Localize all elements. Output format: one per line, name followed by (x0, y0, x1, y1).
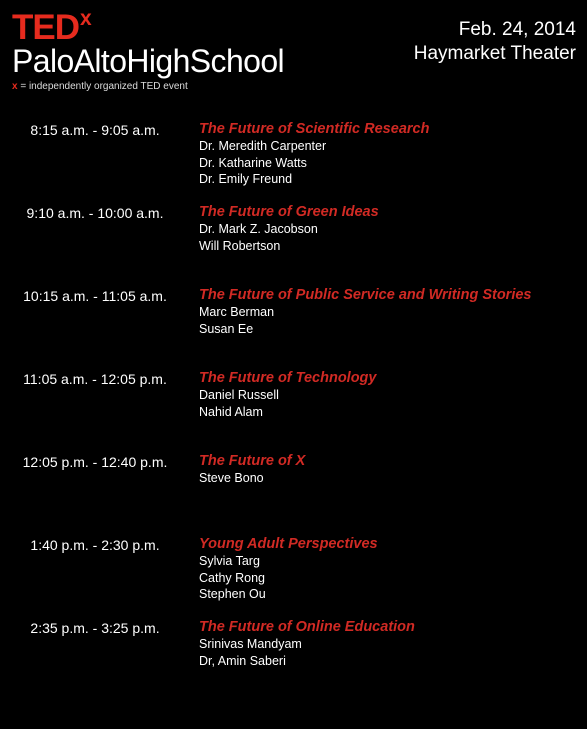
schedule-session (0, 202, 587, 285)
speaker-name: Susan Ee (199, 321, 254, 336)
session-details (190, 617, 415, 669)
speaker-name: Dr, Amin Saberi (199, 653, 286, 668)
speaker-name: Will Robertson (199, 238, 281, 253)
session-details (190, 119, 429, 188)
session-time: 9:10 a.m. - 10:00 a.m. (26, 205, 164, 221)
session-details (190, 451, 305, 487)
session-time: 11:05 a.m. - 12:05 p.m. (23, 371, 167, 387)
schedule-session (0, 451, 587, 534)
logo-event-name: PaloAltoHighSchool (12, 43, 285, 79)
schedule-session (0, 534, 587, 617)
speaker-name: Dr. Mark Z. Jacobson (199, 222, 318, 236)
session-title: The Future of Green Ideas (199, 204, 379, 220)
event-venue: Haymarket Theater (413, 43, 576, 64)
speaker-name: Dr. Meredith Carpenter (199, 139, 327, 153)
session-time: 1:40 p.m. - 2:30 p.m. (30, 537, 160, 553)
speaker-name: Srinivas Mandyam (199, 637, 302, 651)
session-title: The Future of Scientific Research (199, 121, 430, 137)
session-details (190, 368, 376, 420)
speaker-name: Dr. Emily Freund (199, 172, 293, 186)
session-title: The Future of Public Service and Writing Stories (199, 287, 532, 303)
logo-tagline (12, 81, 284, 93)
speaker-name: Nahid Alam (199, 404, 263, 419)
schedule-session (0, 119, 587, 202)
event-date: Feb. 24, 2014 (458, 19, 576, 40)
speaker-name: Dr. Katharine Watts (199, 155, 307, 170)
session-time: 12:05 p.m. - 12:40 p.m. (22, 454, 168, 470)
speaker-name: Sylvia Targ (199, 554, 260, 568)
logo-x-superscript: x (80, 7, 91, 30)
event-info (414, 18, 576, 66)
schedule-session (0, 285, 587, 368)
schedule-list (0, 119, 587, 700)
speaker-name: Stephen Ou (199, 587, 266, 601)
session-title: The Future of Technology (199, 370, 377, 386)
session-time: 10:15 a.m. - 11:05 a.m. (23, 288, 167, 304)
logo-ted-text: TED (12, 8, 79, 47)
session-details (190, 202, 379, 254)
session-details (190, 534, 378, 603)
schedule-session (0, 617, 587, 700)
speaker-name: Steve Bono (199, 471, 264, 485)
logo-tagline-x: x (12, 81, 18, 92)
speaker-name: Daniel Russell (199, 388, 279, 402)
session-details (190, 285, 531, 337)
schedule-session (0, 368, 587, 451)
session-time: 8:15 a.m. - 9:05 a.m. (30, 122, 160, 138)
session-title: The Future of Online Education (199, 619, 415, 635)
tedx-logo (12, 7, 285, 93)
speaker-name: Cathy Rong (199, 570, 266, 585)
session-time: 2:35 p.m. - 3:25 p.m. (30, 620, 160, 636)
logo-tagline-text: = independently organized TED event (17, 81, 188, 92)
session-title: Young Adult Perspectives (199, 536, 378, 552)
session-title: The Future of X (199, 453, 306, 469)
speaker-name: Marc Berman (199, 305, 275, 319)
logo-ted-wordmark (12, 7, 284, 47)
